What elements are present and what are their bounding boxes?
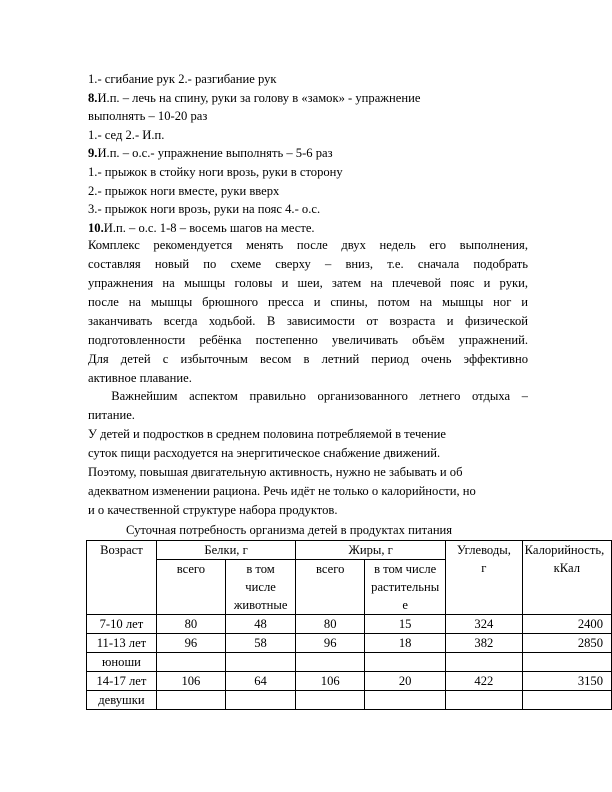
header-fat-total: всего <box>296 560 365 615</box>
exercise-line <box>88 107 528 126</box>
cell-fat-veg: 15 <box>365 615 446 634</box>
nutrition-table <box>86 540 612 710</box>
cell-carbs: 324 <box>446 615 523 634</box>
cell-fat-total <box>296 653 365 672</box>
paragraph-line: Поэтому, повышая двигательную активность, нужно не забывать и об <box>88 465 463 479</box>
exercise-line <box>88 200 528 219</box>
cell-age: девушки <box>87 691 157 710</box>
cell-fat-total: 106 <box>296 672 365 691</box>
exercise-line <box>88 163 528 182</box>
header-calories-line: кКал <box>553 561 580 575</box>
header-line: е <box>402 598 408 612</box>
table-row <box>87 672 612 691</box>
cell-age: 11-13 лет <box>87 634 157 653</box>
cell-age: 7-10 лет <box>87 615 157 634</box>
paragraph-complex <box>88 236 528 388</box>
cell-carbs: 382 <box>446 634 523 653</box>
cell-calories <box>522 691 611 710</box>
paragraph-line: заканчивать всегда ходьбой. В зависимости от возраста и физической <box>88 314 528 328</box>
cell-protein-total <box>156 691 225 710</box>
exercise-number: 8. <box>88 90 98 105</box>
cell-protein-total: 96 <box>156 634 225 653</box>
header-protein-total: всего <box>156 560 225 615</box>
header-calories <box>522 541 611 615</box>
paragraph-line: активное плавание. <box>88 371 192 385</box>
cell-fat-veg <box>365 691 446 710</box>
paragraph-line: подготовленности ребёнка постепенно увеличивать объём упражнений. <box>88 333 528 347</box>
cell-protein-animal: 48 <box>225 615 295 634</box>
table-row <box>87 653 612 672</box>
cell-fat-total: 80 <box>296 615 365 634</box>
paragraph-line: после на мышцы брюшного пресса и спины, потом на мышцы ног и <box>88 295 528 309</box>
header-carbs <box>446 541 523 615</box>
cell-protein-total: 106 <box>156 672 225 691</box>
table-caption: Суточная потребность организма детей в продуктах питания <box>126 523 453 537</box>
exercise-line <box>88 70 528 89</box>
cell-protein-animal: 58 <box>225 634 295 653</box>
cell-protein-animal: 64 <box>225 672 295 691</box>
exercise-line <box>88 89 528 108</box>
cell-age: юноши <box>87 653 157 672</box>
header-carbs-line: Углеводы, <box>456 543 511 557</box>
header-calories-line: Калорийность, <box>524 543 605 557</box>
exercise-text: 2.- прыжок ноги вместе, руки вверх <box>88 183 280 198</box>
exercise-line <box>88 182 528 201</box>
paragraph-line: и о качественной структуре набора продуктов. <box>88 503 338 517</box>
cell-fat-veg: 18 <box>365 634 446 653</box>
cell-calories <box>522 653 611 672</box>
cell-carbs <box>446 691 523 710</box>
cell-protein-total: 80 <box>156 615 225 634</box>
cell-age: 14-17 лет <box>87 672 157 691</box>
cell-calories: 2400 <box>522 615 611 634</box>
exercise-text: И.п. – о.с. 1-8 – восемь шагов на месте. <box>103 220 315 235</box>
paragraph-line: адекватном изменении рациона. Речь идёт не только о калорийности, но <box>88 484 476 498</box>
cell-protein-total <box>156 653 225 672</box>
exercise-number: 9. <box>88 146 98 161</box>
paragraph-line: суток пищи расходуется на энергитическое снабжение движений. <box>88 446 441 460</box>
exercise-text: 1.- сед 2.- И.п. <box>88 127 165 142</box>
header-age: Возраст <box>87 541 157 615</box>
exercise-line <box>88 219 528 238</box>
paragraph-line: составляя новый по схеме сверху – вниз, т.е. сначала подобрать <box>88 257 528 271</box>
table-row <box>87 691 612 710</box>
header-carbs-line: г <box>481 561 487 575</box>
cell-fat-veg <box>365 653 446 672</box>
header-line: в том числе <box>374 562 437 576</box>
exercise-number: 10. <box>88 220 104 235</box>
paragraph-nutrition <box>88 387 528 425</box>
cell-calories: 2850 <box>522 634 611 653</box>
cell-fat-total: 96 <box>296 634 365 653</box>
header-fat: Жиры, г <box>296 541 446 560</box>
cell-carbs <box>446 653 523 672</box>
exercise-text: И.п. – лечь на спину, руки за голову в «замок» - упражнение <box>97 90 421 105</box>
table-row <box>87 615 612 634</box>
header-fat-veg <box>365 560 446 615</box>
paragraph-line: Для детей с избыточным весом в летний период очень эффективно <box>88 352 528 366</box>
exercise-text: 1.- прыжок в стойку ноги врозь, руки в сторону <box>88 164 343 179</box>
exercise-line <box>88 126 528 145</box>
cell-calories: 3150 <box>522 672 611 691</box>
exercise-text: выполнять – 10-20 раз <box>88 109 208 124</box>
header-line: растительны <box>371 580 440 594</box>
paragraph-line: Важнейшим аспектом правильно организованного летнего отдыха – <box>88 389 528 403</box>
cell-carbs: 422 <box>446 672 523 691</box>
paragraph-line: упражнения на мышцы головы и шеи, затем на плечевой пояс и руки, <box>88 276 528 290</box>
paragraph-line: У детей и подростков в среднем половина потребляемой в течение <box>88 427 446 441</box>
header-line: животные <box>233 598 288 612</box>
exercise-list <box>88 70 528 237</box>
paragraph-line: питание. <box>88 408 135 422</box>
table-header-row <box>87 541 612 560</box>
paragraph-line: Комплекс рекомендуется менять после двух недель его выполнения, <box>88 238 528 252</box>
cell-fat-veg: 20 <box>365 672 446 691</box>
exercise-text: 1.- сгибание рук 2.- разгибание рук <box>88 72 277 86</box>
header-protein-animal <box>225 560 295 615</box>
exercise-line <box>88 144 528 163</box>
cell-protein-animal <box>225 691 295 710</box>
header-line: в том <box>246 562 275 576</box>
header-line: числе <box>245 580 276 594</box>
exercise-text: 3.- прыжок ноги врозь, руки на пояс 4.- о.с. <box>88 202 321 217</box>
paragraph-energy <box>88 425 528 520</box>
header-protein: Белки, г <box>156 541 295 560</box>
cell-fat-total <box>296 691 365 710</box>
cell-protein-animal <box>225 653 295 672</box>
exercise-text: И.п. – о.с.- упражнение выполнять – 5-6 раз <box>97 146 333 161</box>
table-row <box>87 634 612 653</box>
